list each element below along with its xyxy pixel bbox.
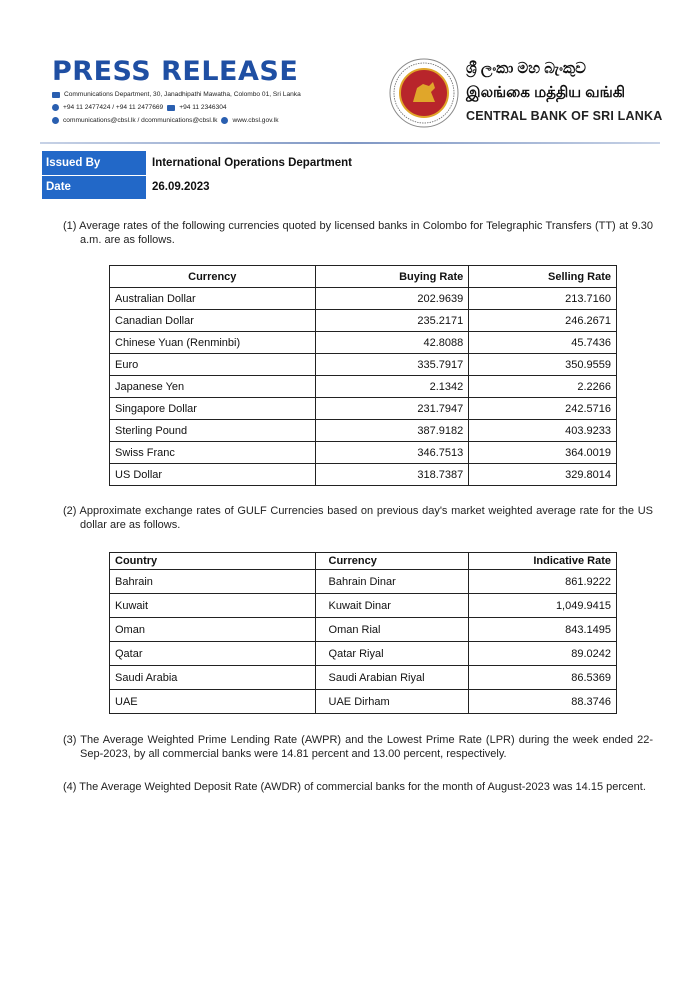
table-row — [110, 594, 617, 618]
buying-rate-cell: 346.7513 — [315, 442, 469, 464]
tt-rates-table — [109, 265, 617, 486]
indicative-rate-cell: 89.0242 — [469, 642, 617, 666]
country-cell: Oman — [110, 618, 316, 642]
bank-name-sinhala: ශ්‍රී ලංකා මහ බැංකුව — [466, 60, 586, 77]
address-text: Communications Department, 30, Janadhipathi Mawatha, Colombo 01, Sri Lanka — [64, 91, 301, 98]
table-row — [110, 332, 617, 354]
col-header-selling-rate: Selling Rate — [469, 266, 617, 288]
country-cell: Kuwait — [110, 594, 316, 618]
currency-cell: Japanese Yen — [110, 376, 316, 398]
table-row — [110, 354, 617, 376]
currency-cell: UAE Dirham — [315, 690, 469, 714]
buying-rate-cell: 42.8088 — [315, 332, 469, 354]
currency-cell: Canadian Dollar — [110, 310, 316, 332]
fax-icon — [167, 105, 175, 111]
country-cell: UAE — [110, 690, 316, 714]
date-label: Date — [42, 175, 146, 199]
currency-cell: Kuwait Dinar — [315, 594, 469, 618]
buying-rate-cell: 387.9182 — [315, 420, 469, 442]
selling-rate-cell: 45.7436 — [469, 332, 617, 354]
issue-info-table — [42, 151, 426, 200]
indicative-rate-cell: 861.9222 — [469, 570, 617, 594]
table-row — [110, 310, 617, 332]
currency-cell: Euro — [110, 354, 316, 376]
currency-cell: Sterling Pound — [110, 420, 316, 442]
issued-by-label: Issued By — [42, 151, 146, 175]
central-bank-seal-logo — [389, 58, 459, 128]
country-cell: Bahrain — [110, 570, 316, 594]
tt-rates-header-row — [110, 266, 617, 288]
selling-rate-cell: 350.9559 — [469, 354, 617, 376]
buying-rate-cell: 231.7947 — [315, 398, 469, 420]
indicative-rate-cell: 88.3746 — [469, 690, 617, 714]
fax-text: +94 11 2346304 — [179, 104, 227, 111]
table-row — [110, 420, 617, 442]
buying-rate-cell: 335.7917 — [315, 354, 469, 376]
currency-cell: Singapore Dollar — [110, 398, 316, 420]
table-row — [110, 570, 617, 594]
issued-by-row — [42, 151, 426, 175]
table-row — [110, 376, 617, 398]
section-3-paragraph: (3) The Average Weighted Prime Lending Rate (AWPR) and the Lowest Prime Rate (LPR) during the week ended 22-Sep-2023, by all commercial banks were 14.81 percent and 13.00 percent, respectively. — [63, 734, 653, 760]
currency-cell: US Dollar — [110, 464, 316, 486]
section-1-paragraph: (1) Average rates of the following currencies quoted by licensed banks in Colombo for Telegraphic Transfers (TT) at 9.30 a.m. are as follows. — [63, 220, 653, 246]
indicative-rate-cell: 86.5369 — [469, 666, 617, 690]
gulf-rates-table — [109, 552, 617, 714]
selling-rate-cell: 246.2671 — [469, 310, 617, 332]
press-release-title: PRESS RELEASE — [52, 56, 299, 87]
currency-cell: Australian Dollar — [110, 288, 316, 310]
selling-rate-cell: 364.0019 — [469, 442, 617, 464]
col-header-country: Country — [110, 553, 316, 570]
indicative-rate-cell: 843.1495 — [469, 618, 617, 642]
table-row — [110, 442, 617, 464]
currency-cell: Oman Rial — [315, 618, 469, 642]
header-divider — [40, 142, 660, 144]
buying-rate-cell: 202.9639 — [315, 288, 469, 310]
table-row — [110, 642, 617, 666]
table-row — [110, 288, 617, 310]
issued-by-value: International Operations Department — [152, 157, 353, 169]
date-value: 26.09.2023 — [152, 181, 210, 193]
globe-icon — [221, 117, 228, 124]
currency-cell: Chinese Yuan (Renminbi) — [110, 332, 316, 354]
section-4-paragraph: (4) The Average Weighted Deposit Rate (AWDR) of commercial banks for the month of August-2023 was 14.15 percent. — [63, 781, 646, 793]
date-row — [42, 175, 426, 199]
selling-rate-cell: 403.9233 — [469, 420, 617, 442]
col-header-indicative-rate: Indicative Rate — [469, 553, 617, 570]
at-icon — [52, 117, 59, 124]
table-row — [110, 690, 617, 714]
contact-phone — [52, 104, 227, 111]
table-row — [110, 398, 617, 420]
selling-rate-cell: 242.5716 — [469, 398, 617, 420]
buying-rate-cell: 318.7387 — [315, 464, 469, 486]
press-release-header — [0, 0, 700, 150]
gulf-rates-header-row — [110, 553, 617, 570]
website-link[interactable]: www.cbsl.gov.lk — [232, 117, 279, 124]
phone-text: +94 11 2477424 / +94 11 2477669 — [63, 104, 164, 111]
currency-cell: Saudi Arabian Riyal — [315, 666, 469, 690]
country-cell: Qatar — [110, 642, 316, 666]
phone-icon — [52, 104, 59, 111]
table-row — [110, 666, 617, 690]
bank-name-english: CENTRAL BANK OF SRI LANKA — [466, 109, 663, 123]
contact-email — [52, 117, 279, 124]
contact-address — [52, 91, 301, 98]
col-header-currency: Currency — [110, 266, 316, 288]
selling-rate-cell: 213.7160 — [469, 288, 617, 310]
bank-name-tamil: இலங்கை மத்திய வங்கி — [466, 84, 626, 101]
currency-cell: Qatar Riyal — [315, 642, 469, 666]
currency-cell: Swiss Franc — [110, 442, 316, 464]
email-text: communications@cbsl.lk / dcommunications@cbsl.lk — [63, 117, 218, 124]
section-2-paragraph: (2) Approximate exchange rates of GULF Currencies based on previous day's market weighted average rate for the US dollar are as follows. — [63, 505, 653, 531]
indicative-rate-cell: 1,049.9415 — [469, 594, 617, 618]
col-header-currency: Currency — [315, 553, 469, 570]
buying-rate-cell: 2.1342 — [315, 376, 469, 398]
currency-cell: Bahrain Dinar — [315, 570, 469, 594]
table-row — [110, 618, 617, 642]
mail-icon — [52, 92, 60, 98]
table-row — [110, 464, 617, 486]
selling-rate-cell: 2.2266 — [469, 376, 617, 398]
buying-rate-cell: 235.2171 — [315, 310, 469, 332]
country-cell: Saudi Arabia — [110, 666, 316, 690]
col-header-buying-rate: Buying Rate — [315, 266, 469, 288]
selling-rate-cell: 329.8014 — [469, 464, 617, 486]
